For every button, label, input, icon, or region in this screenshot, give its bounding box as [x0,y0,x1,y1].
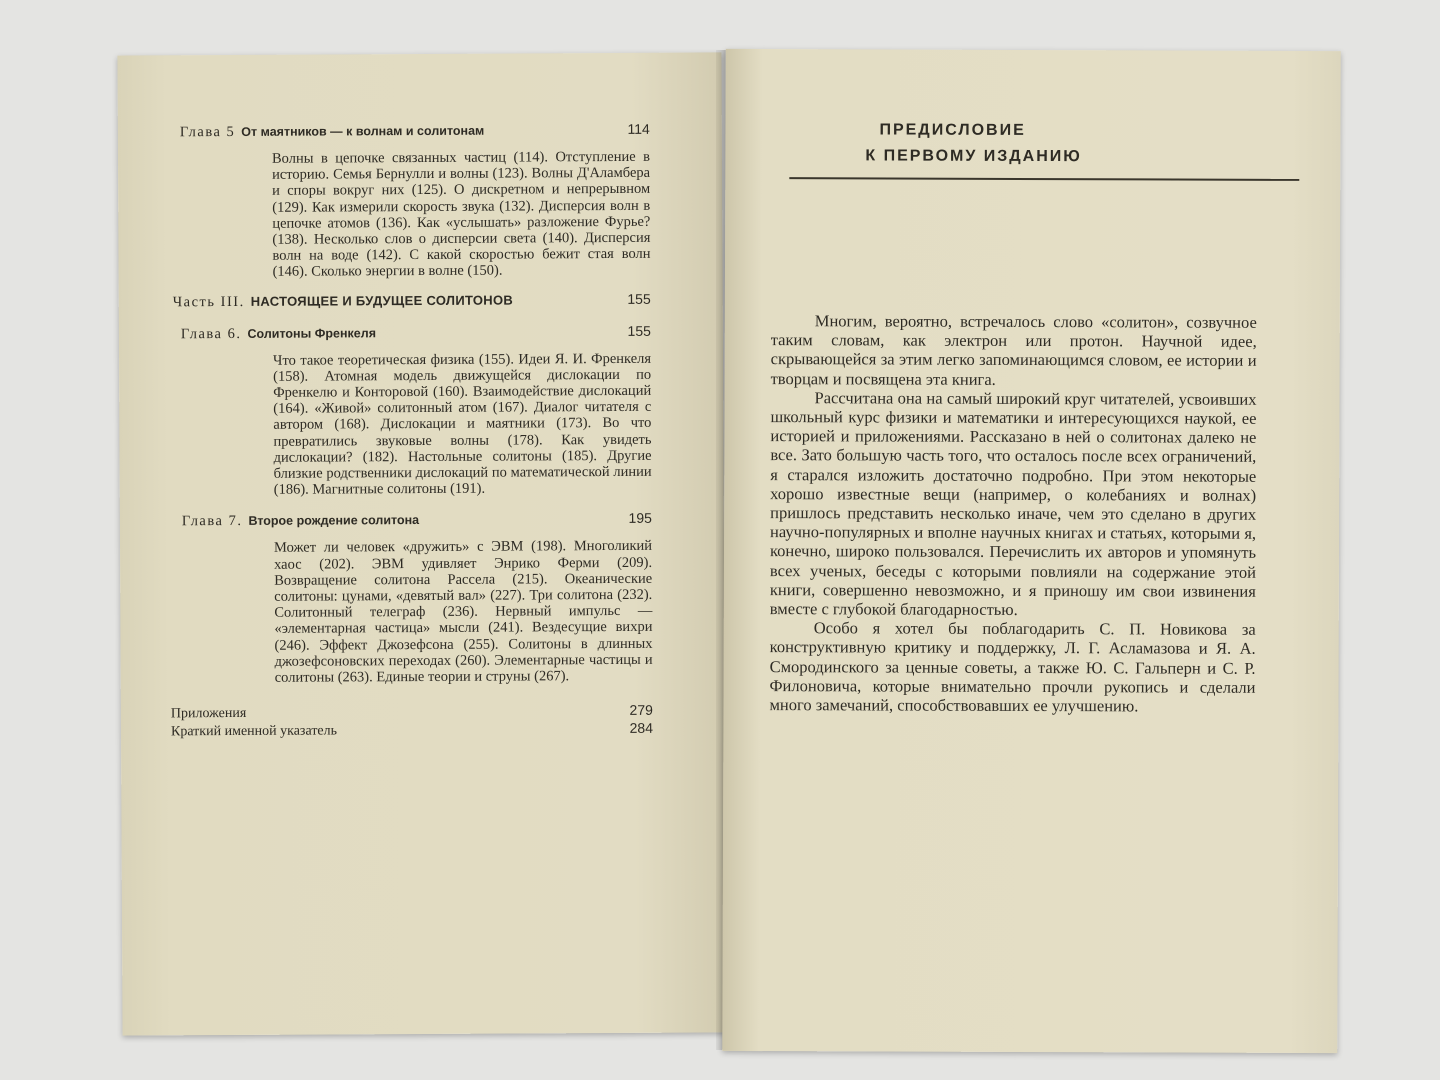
table-of-contents [170,120,654,741]
preface-paragraph: Многим, вероятно, встречалось слово «солитон», созвучное таким словам, как электрон или протон. Научной идее, скрывающейся за этим легко запоминающимся словом, ее истории и творцам и посвящена эта книга. [770,311,1257,389]
chapter-5-title: От маятников — к волнам и солитонам [241,123,485,139]
preface-title [865,117,1082,170]
appendix-item-page: 284 [629,720,654,737]
chapter-7-page: 195 [628,510,652,527]
chapter-7-heading [182,510,652,530]
preface-title-line-1: ПРЕДИСЛОВИЕ [879,121,1026,139]
right-page [722,49,1340,1053]
chapter-7-summary: Может ли человек «дружить» с ЭВМ (198). Многоликий хаос (202). ЭВМ удивляет Энрико Ферми (209). Возвращение солитона Рассела (215). Океанические солитоны: цунами, «девятый вал» (227). Три солитона (232). Солитонный телеграф (236). Нервный импульс — «элементарная частица» мысли (241). Вездесущие вихри (246). Эффект Джозефсона (255). Солитоны в длинных джозефсоновских переходах (260). Элементарные частицы и солитоны (263). Единые теории и струны (267). [273,538,653,686]
chapter-6-page: 155 [627,322,651,339]
chapter-5-label: Глава 5 [179,123,236,141]
preface-title-line-2: К ПЕРВОМУ ИЗДАНИЮ [865,147,1082,166]
chapter-5-summary: Волны в цепочке связанных частиц (114). Отступление в историю. Семья Бернулли и волны (123). Волны Д'Аламбера и споры вокруг них (125). О дискретном и непрерывном (129). Как измерили скорость звука (132). Дисперсия волн в цепочке атомов (136). Как «услышать» разложение Фурье? (138). Несколько слов о дисперсии света (140). Дисперсия волн на воде (142). С какой скоростью бежит стая волн (146). Сколько энергии в волне (150). [271,148,651,281]
preface-paragraph: Рассчитана она на самый широкий круг читателей, усвоивших школьный курс физики и математики и интересующихся наукой, ее историей и приложениями. Рассказано в ней о солитонах далеко не все. Зато большую часть того, что осталось после всех ограничений, я старался изложить достаточно подробно. При этом некоторые хорошо известные вещи (например, о колебаниях и волнах) пришлось представить несколько иначе, чем это сделано в других научно-популярных и вполне научных книгах и статьях, которыми я, конечно, широко пользовался. Перечислить их авторов и упомянуть всех ученых, беседы с которыми повлияли на содержание этой книги, совершенно невозможно, и я приношу им свои извинения вместе с глубокой благодарностью. [769,388,1257,619]
chapter-6-heading [181,322,651,342]
preface-body [769,311,1256,716]
chapter-7-title: Второе рождение солитона [248,513,420,529]
appendix-item-label: Краткий именной указатель [170,723,338,740]
chapter-5-heading [180,121,650,141]
appendix-item-page: 279 [629,702,653,719]
part-3-heading [173,290,651,311]
appendix-item [171,720,653,741]
part-3-title: НАСТОЯЩЕЕ И БУДУЩЕЕ СОЛИТОНОВ [250,292,514,309]
part-3-label: Часть III. [172,293,245,310]
chapter-7-label: Глава 7. [181,513,243,530]
chapter-5-page: 114 [627,120,650,137]
part-3-page: 155 [627,290,651,307]
title-divider [789,177,1299,181]
chapter-6-title: Солитоны Френкеля [247,325,377,341]
appendix-item-label: Приложения [170,706,247,722]
open-book [112,40,1344,1040]
left-page [117,52,726,1035]
preface-paragraph: Особо я хотел бы поблагодарить С. П. Новикова за конструктивную критику и поддержку, Л. Г. Асламазова и Я. А. Смородинского за ценные советы, а также Ю. С. Гальперн и С. Р. Филоновича, которые внимательно прочли рукопись и сделали много замечаний, способствовавших ее улучшению. [769,618,1256,716]
chapter-6-label: Глава 6. [180,325,242,342]
appendix-list [171,702,653,741]
chapter-6-summary: Что такое теоретическая физика (155). Идеи Я. И. Френкеля (158). Атомная модель движущейся дислокации по Френкелю и Конторовой (160). Взаимодействие дислокаций (164). «Живой» солитонный атом (167). Диалог читателя с автором (168). Дислокации и маятники (173). Во что превратились звуковые волны (178). Как увидеть дислокации? (182). Настольные солитоны (185). Другие близкие родственники дислокаций по математической линии (186). Магнитные солитоны (191). [272,350,652,499]
